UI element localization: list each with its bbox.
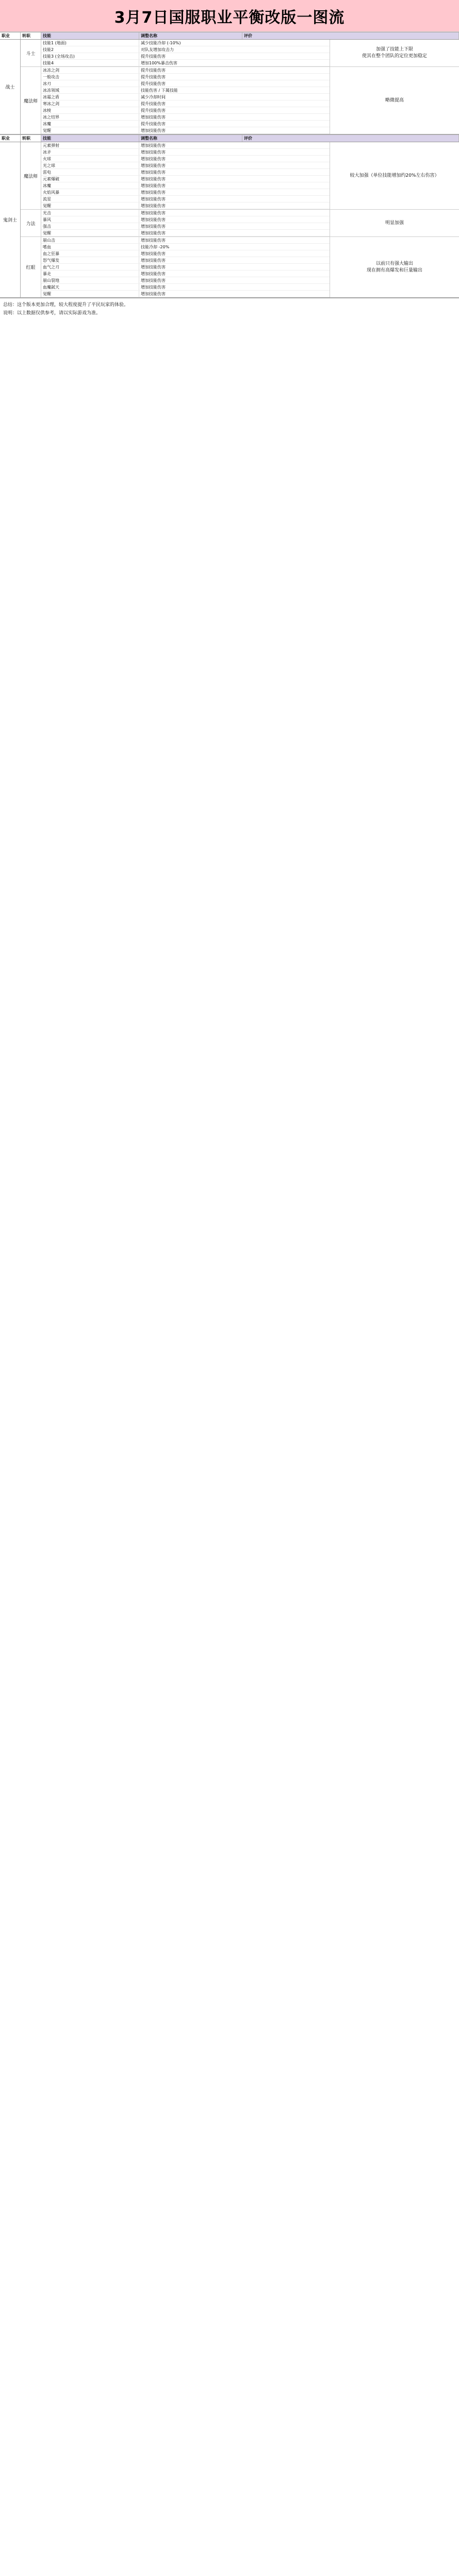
skill-name: 血之狂暴 bbox=[41, 250, 139, 257]
skill-row bbox=[41, 40, 330, 46]
skill-name: 冰魔 bbox=[41, 182, 139, 189]
skill-change: 增加技能伤害 bbox=[141, 115, 166, 120]
skill-change: 增加技能伤害 bbox=[141, 285, 166, 290]
skill-name: 元素弹射 bbox=[41, 142, 139, 148]
skill-change: 增加技能伤害 bbox=[141, 157, 166, 161]
skill-row bbox=[41, 156, 330, 162]
skill-change: 增加技能伤害 bbox=[141, 170, 166, 175]
skill-change: 增加技能伤害 bbox=[141, 204, 166, 208]
subclass-block bbox=[21, 237, 459, 297]
skill-name: 暴风 bbox=[41, 216, 139, 223]
subclass-block bbox=[21, 210, 459, 237]
skill-change: 增加技能伤害 bbox=[141, 265, 166, 269]
skill-row bbox=[41, 46, 330, 53]
skill-row bbox=[41, 176, 330, 182]
skill-row bbox=[41, 162, 330, 169]
skill-rows bbox=[41, 142, 330, 209]
class-name: 战士 bbox=[0, 40, 21, 134]
skill-name: 暴走 bbox=[41, 270, 139, 277]
skill-name: 冰冻领域 bbox=[41, 87, 139, 93]
skill-name: 强击 bbox=[41, 223, 139, 229]
skill-rows bbox=[41, 67, 330, 134]
skill-change: 增加技能伤害 bbox=[141, 177, 166, 181]
skill-row bbox=[41, 270, 330, 277]
skill-change: 增加技能伤害 bbox=[141, 272, 166, 276]
skill-name: 光之球 bbox=[41, 162, 139, 168]
skill-row bbox=[41, 277, 330, 284]
subclass-name: 魔法师 bbox=[21, 142, 41, 209]
skill-row bbox=[41, 210, 330, 216]
header-cell: 技能 bbox=[41, 32, 139, 39]
subclass-evaluation: 加强了技能上下限 使其在整个团队的定位更加稳定 bbox=[362, 47, 427, 59]
skill-rows bbox=[41, 237, 330, 297]
section-header bbox=[0, 135, 459, 142]
skill-row bbox=[41, 142, 330, 149]
skill-rows bbox=[41, 210, 330, 236]
subclass-name: 红眼 bbox=[21, 237, 41, 297]
skill-name: 崩山裂地 bbox=[41, 277, 139, 283]
skill-name: 冰刃 bbox=[41, 80, 139, 87]
skill-name: 崩山击 bbox=[41, 237, 139, 243]
class-group bbox=[0, 142, 459, 298]
skill-row bbox=[41, 182, 330, 189]
header-cell: 调整名称 bbox=[139, 32, 242, 39]
skill-change: 增加技能伤害 bbox=[141, 211, 166, 215]
skill-change: 增加100%暴击伤害 bbox=[141, 61, 177, 65]
header-cell: 转职 bbox=[21, 32, 41, 39]
skill-name: 技能1 (地面) bbox=[41, 40, 139, 46]
skill-row bbox=[41, 67, 330, 74]
skill-row bbox=[41, 100, 330, 107]
subclass-evaluation: 较大加强（单位技能增加约20%左右伤害） bbox=[350, 173, 439, 178]
skill-row bbox=[41, 237, 330, 244]
skill-name: 雷电 bbox=[41, 169, 139, 175]
skill-name: 光击 bbox=[41, 210, 139, 216]
skill-name: 冰霜之盾 bbox=[41, 94, 139, 100]
skill-change: 提升技能伤害 bbox=[141, 68, 166, 73]
skill-change: 增加技能伤害 bbox=[141, 251, 166, 256]
skill-row bbox=[41, 53, 330, 60]
header-cell: 调整名称 bbox=[139, 135, 242, 142]
skill-change: 增加技能伤害 bbox=[141, 197, 166, 201]
header-cell: 评价 bbox=[242, 135, 459, 142]
skill-row bbox=[41, 284, 330, 291]
header-cell: 评价 bbox=[242, 32, 459, 39]
skill-name: 技能3 (全场攻击) bbox=[41, 53, 139, 59]
skill-change: 技能冷却 -20% bbox=[141, 245, 170, 249]
skill-change: 增加技能伤害 bbox=[141, 190, 166, 195]
skill-row bbox=[41, 149, 330, 156]
skill-row bbox=[41, 202, 330, 209]
skill-name: 嗜血 bbox=[41, 244, 139, 250]
skill-change: 技能伤害 / 下属技能 bbox=[141, 88, 178, 93]
skill-name: 怒气爆发 bbox=[41, 257, 139, 263]
skill-change: 提升技能伤害 bbox=[141, 101, 166, 106]
subclass-list bbox=[21, 40, 459, 134]
skill-name: 元素爆破 bbox=[41, 176, 139, 182]
skill-change: 增加技能伤害 bbox=[141, 128, 166, 133]
skill-change: 提升技能伤害 bbox=[141, 81, 166, 86]
skill-row bbox=[41, 216, 330, 223]
skill-name: 冰矛 bbox=[41, 149, 139, 155]
skill-change: 增加技能伤害 bbox=[141, 183, 166, 188]
skill-change: 增加技能伤害 bbox=[141, 163, 166, 168]
skill-name: 技能2 bbox=[41, 46, 139, 53]
subclass-block bbox=[21, 40, 459, 67]
header-cell: 职业 bbox=[0, 135, 21, 142]
skill-rows bbox=[41, 40, 330, 66]
skill-row bbox=[41, 230, 330, 236]
skill-row bbox=[41, 114, 330, 121]
skill-change: 增加技能伤害 bbox=[141, 258, 166, 263]
skill-row bbox=[41, 196, 330, 202]
footer-notes bbox=[0, 298, 459, 321]
skill-name: 冰之结界 bbox=[41, 114, 139, 120]
subclass-name: 力法 bbox=[21, 210, 41, 236]
skill-row bbox=[41, 223, 330, 230]
skill-row bbox=[41, 127, 330, 134]
note-line: 总结：这个版本更加合理，较大程度提升了平民玩家的体验。 bbox=[3, 302, 129, 308]
skill-row bbox=[41, 189, 330, 196]
skill-row bbox=[41, 60, 330, 66]
skill-change: 增加技能伤害 bbox=[141, 231, 166, 235]
skill-change: 提升技能伤害 bbox=[141, 122, 166, 126]
class-section bbox=[0, 32, 459, 134]
skill-change: 增加技能伤害 bbox=[141, 150, 166, 155]
skill-row bbox=[41, 169, 330, 176]
skill-name: 流星 bbox=[41, 196, 139, 202]
skill-change: 提升技能伤害 bbox=[141, 75, 166, 79]
header-cell: 技能 bbox=[41, 135, 139, 142]
skill-row bbox=[41, 257, 330, 264]
skill-change: 提升技能伤害 bbox=[141, 54, 166, 59]
subclass-evaluation: 以前只有强大输出 现在拥有高爆发和巨量输出 bbox=[366, 261, 422, 273]
skill-change: 减少冷却时间 bbox=[141, 95, 166, 99]
skill-row bbox=[41, 250, 330, 257]
skill-row bbox=[41, 74, 330, 80]
skill-name: 冰冻之剑 bbox=[41, 67, 139, 73]
skill-name: 冰魔 bbox=[41, 121, 139, 127]
skill-name: 血气之刃 bbox=[41, 264, 139, 270]
header-cell: 职业 bbox=[0, 32, 21, 39]
note-line: 说明：以上数据仅供参考，请以实际游戏为准。 bbox=[3, 311, 101, 316]
skill-row bbox=[41, 87, 330, 94]
skill-change: 增加技能伤害 bbox=[141, 278, 166, 283]
subclass-list bbox=[21, 142, 459, 297]
skill-name: 火焰风暴 bbox=[41, 189, 139, 195]
subclass-block bbox=[21, 67, 459, 134]
skill-row bbox=[41, 264, 330, 270]
class-group bbox=[0, 40, 459, 134]
skill-row bbox=[41, 121, 330, 127]
class-section bbox=[0, 134, 459, 298]
subclass-name: 魔法师 bbox=[21, 67, 41, 134]
skill-name: 寒冰之剑 bbox=[41, 100, 139, 107]
subclass-block bbox=[21, 142, 459, 210]
skill-row bbox=[41, 244, 330, 250]
skill-change: 减少技能冷却 (-10%) bbox=[141, 41, 181, 45]
skill-name: 觉醒 bbox=[41, 291, 139, 297]
skill-row bbox=[41, 107, 330, 114]
skill-name: 技能4 bbox=[41, 60, 139, 66]
header-cell: 转职 bbox=[21, 135, 41, 142]
skill-name: 觉醒 bbox=[41, 127, 139, 133]
skill-change: 增加技能伤害 bbox=[141, 238, 166, 243]
subclass-evaluation: 明显加强 bbox=[385, 220, 404, 226]
skill-row bbox=[41, 80, 330, 87]
subclass-name: 斗士 bbox=[21, 40, 41, 66]
skill-row bbox=[41, 291, 330, 297]
skill-name: 血魔弑天 bbox=[41, 284, 139, 290]
skill-name: 冰棱 bbox=[41, 107, 139, 113]
skill-change: 增加技能伤害 bbox=[141, 217, 166, 222]
page-title: 3月7日国服职业平衡改版一图流 bbox=[0, 0, 459, 32]
skill-row bbox=[41, 94, 330, 100]
content bbox=[0, 32, 459, 321]
class-name: 鬼剑士 bbox=[0, 142, 21, 297]
subclass-evaluation: 略微提高 bbox=[385, 97, 404, 103]
skill-change: 提升技能伤害 bbox=[141, 108, 166, 113]
section-header bbox=[0, 32, 459, 40]
skill-name: 火球 bbox=[41, 156, 139, 162]
skill-change: 增加技能伤害 bbox=[141, 292, 166, 296]
skill-change: 增加技能伤害 bbox=[141, 143, 166, 148]
skill-name: 觉醒 bbox=[41, 202, 139, 209]
skill-change: 增加技能伤害 bbox=[141, 224, 166, 229]
skill-name: 觉醒 bbox=[41, 230, 139, 236]
skill-name: 一般攻击 bbox=[41, 74, 139, 80]
skill-change: 对队友增加攻击力 bbox=[141, 47, 174, 52]
